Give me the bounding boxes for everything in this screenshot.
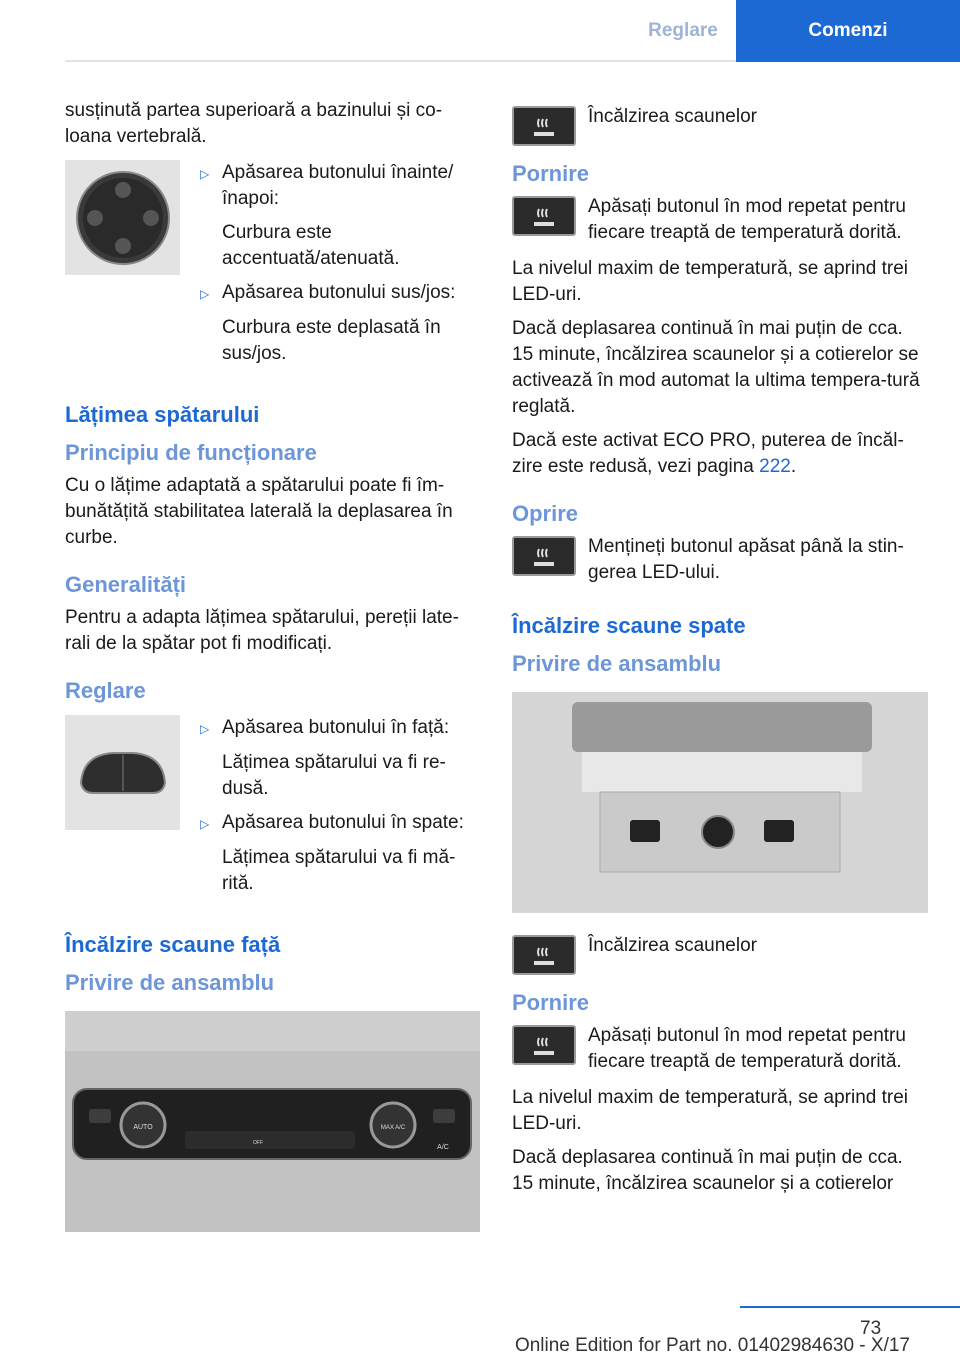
section-title-width: Lățimea spătarului <box>65 402 260 427</box>
on-instruction-text: Apăsați butonul în mod repetat pentru fiecare treaptă de temperatură dorită. <box>588 196 906 243</box>
subsection-title-on: Pornire <box>512 161 590 186</box>
list-item: ▷ Apăsarea butonului în spate: <box>200 810 480 837</box>
backrest-width-button-image <box>65 715 180 830</box>
seat-heating-icon <box>512 536 576 576</box>
list-item: ▷ Apăsarea butonului în față: <box>200 715 480 742</box>
on-instruction-row-rear <box>512 1023 928 1075</box>
width-instructions <box>200 715 480 905</box>
list-item-result: Curbura este accentuată/atenuată. <box>222 222 400 269</box>
on-instruction-row <box>512 194 928 246</box>
continue-paragraph: Dacă deplasarea continuă în mai puțin de cca. 15 minute, încălzirea scaunelor și a cotierelor <box>512 1147 903 1194</box>
subsection-title-adjust: Reglare <box>65 678 146 703</box>
eco-pro-paragraph: Dacă este activat ECO PRO, puterea de încăl-zire este redusă, vezi pagina 222. <box>512 430 904 477</box>
ac-label: A/C <box>437 1144 449 1151</box>
footer-rule <box>740 1306 960 1308</box>
lumbar-instructions <box>200 160 480 375</box>
triangle-right-icon: ▷ <box>200 722 210 736</box>
seat-heating-icon <box>512 106 576 146</box>
list-item-result: Lățimea spătarului va fi re-dusă. <box>222 752 446 799</box>
triangle-right-icon: ▷ <box>200 167 210 181</box>
list-item-result: Lățimea spătarului va fi mă-rită. <box>222 847 456 894</box>
subsection-title-principle: Principiu de funcționare <box>65 440 317 465</box>
on-instruction-text: Apăsați butonul în mod repetat pentru fiecare treaptă de temperatură dorită. <box>588 1025 906 1072</box>
max-level-paragraph: La nivelul maxim de temperatură, se aprind trei LED-uri. <box>512 1087 909 1134</box>
seat-heating-row <box>512 104 928 146</box>
seat-heating-icon <box>512 196 576 236</box>
front-climate-panel-image <box>65 1011 480 1232</box>
intro-paragraph: susținută partea superioară a bazinului și co-loana vertebrală. <box>65 100 443 147</box>
seat-heating-icon <box>512 935 576 975</box>
page-number: 73 <box>860 1318 882 1339</box>
seat-heating-icon <box>512 1025 576 1065</box>
seat-heating-label: Încălzirea scaunelor <box>588 935 757 956</box>
principle-paragraph: Cu o lățime adaptată a spătarului poate fi îm-bunătățită stabilitatea laterală la deplasarea în curbe. <box>65 475 453 548</box>
list-item: ▷ Apăsarea butonului înainte/înapoi: <box>200 160 480 212</box>
subsection-title-general: Generalități <box>65 572 187 597</box>
triangle-right-icon: ▷ <box>200 817 210 831</box>
general-paragraph: Pentru a adapta lățimea spătarului, pereții late-rali de la spătar pot fi modificați. <box>65 607 459 654</box>
section-title-rear-heating: Încălzire scaune spate <box>512 613 746 638</box>
seat-heating-row-rear <box>512 933 928 975</box>
off-instruction-row <box>512 534 928 586</box>
continue-paragraph: Dacă deplasarea continuă în mai puțin de cca. 15 minute, încălzirea scaunelor și a cotierelor se activează în mod automat la ultima tempera-tură reglată. <box>512 318 920 417</box>
seat-heating-label: Încălzirea scaunelor <box>588 106 757 127</box>
lumbar-figure-row <box>65 160 480 375</box>
off-label: OFF <box>253 1140 263 1146</box>
edition-text: Online Edition for Part no. 01402984630 - X/17 <box>514 1335 910 1356</box>
subsection-title-rear-overview: Privire de ansamblu <box>512 651 722 676</box>
tab-section-reglare[interactable]: Reglare <box>648 20 718 41</box>
subsection-title-on-rear: Pornire <box>512 990 590 1015</box>
subsection-title-front-overview: Privire de ansamblu <box>65 970 275 995</box>
lumbar-support-button-image <box>65 160 180 275</box>
rear-console-image <box>512 692 928 913</box>
list-item-result: Curbura este deplasată în sus/jos. <box>222 317 441 364</box>
tab-chapter-comenzi[interactable]: Comenzi <box>736 0 960 62</box>
left-column <box>65 98 480 1232</box>
page-link-222[interactable]: 222 <box>759 456 791 477</box>
max-level-paragraph: La nivelul maxim de temperatură, se aprind trei LED-uri. <box>512 258 909 305</box>
off-instruction-text: Mențineți butonul apăsat până la stin-gerea LED-ului. <box>588 536 904 583</box>
triangle-right-icon: ▷ <box>200 287 210 301</box>
right-column <box>512 98 928 1205</box>
section-title-front-heating: Încălzire scaune față <box>65 932 281 957</box>
max-ac-label: MAX A/C <box>380 1125 406 1131</box>
list-item: ▷ Apăsarea butonului sus/jos: <box>200 280 480 307</box>
width-figure-row <box>65 715 480 905</box>
auto-label: AUTO <box>133 1124 153 1131</box>
subsection-title-off: Oprire <box>512 501 579 526</box>
